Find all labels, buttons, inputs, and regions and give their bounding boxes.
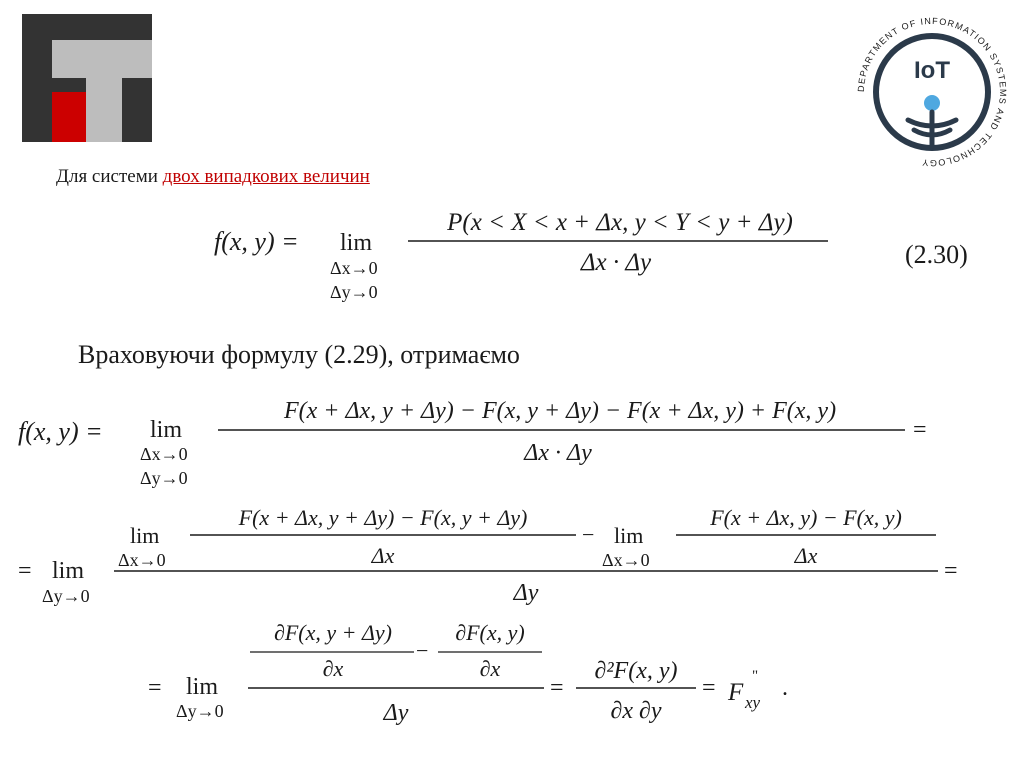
eq4-minus: − <box>416 638 429 663</box>
eq4-period: . <box>782 675 788 701</box>
eq4-result-sub: xy <box>745 693 761 712</box>
eq1-dx-to-0: Δx→0 <box>330 258 378 278</box>
eq3-minus: − <box>582 522 595 547</box>
eq2-dy-to-0: Δy→0 <box>140 468 188 488</box>
eq4-equals-1: = <box>550 675 564 701</box>
eq4-equals-2: = <box>702 675 716 701</box>
eq3-outer-dy-to-0: Δy→0 <box>42 586 90 606</box>
equation-number: (2.30) <box>905 240 968 269</box>
eq2-dx-to-0: Δx→0 <box>140 444 188 464</box>
eq1-lhs: f(x, y) = <box>214 227 299 256</box>
eq3-lim-a: lim <box>130 523 160 548</box>
eq4-lim: lim <box>186 674 219 700</box>
eq1-denominator: Δx · Δy <box>580 249 652 276</box>
eq4-leading-equals: = <box>148 675 162 701</box>
intro-link[interactable]: двох випадкових величин <box>162 166 370 187</box>
eq4-result-F: F <box>728 679 744 706</box>
eq3-outer-lim: lim <box>52 558 85 584</box>
eq2-denominator: Δx · Δy <box>524 440 592 466</box>
iot-ring-text: DEPARTMENT OF INFORMATION SYSTEMS AND TECHNOLOGY <box>855 15 1009 169</box>
eq4-partial-b: ∂F(x, y) <box>455 620 525 645</box>
eq1-numerator: P(x < X < x + Δx, y < Y < y + Δy) <box>447 209 793 236</box>
iot-text: IoT <box>914 57 950 84</box>
eq3-denominator-b: Δx <box>794 543 818 568</box>
eq3-lim-b: lim <box>614 523 644 548</box>
intro-prefix: Для системи <box>56 166 163 187</box>
eq2-lim: lim <box>150 417 183 443</box>
eq3-leading-equals: = <box>18 558 32 584</box>
eq4-result-sup: " <box>752 668 759 684</box>
eq3-trailing-equals: = <box>944 558 958 584</box>
equation-2-30 <box>214 209 828 302</box>
eq4-partial-x-a: ∂x <box>322 656 344 681</box>
eq4-dxdy: ∂x ∂y <box>610 698 662 724</box>
eq1-dy-to-0: Δy→0 <box>330 282 378 302</box>
eq3-denominator-a: Δx <box>371 543 395 568</box>
eq3-dx-to-0-b: Δx→0 <box>602 550 650 570</box>
eq2-equals: = <box>913 417 927 443</box>
eq3-numerator-a: F(x + Δx, y + Δy) − F(x, y + Δy) <box>238 505 528 530</box>
eq3-dx-to-0-a: Δx→0 <box>118 550 166 570</box>
eq1-lim: lim <box>340 230 373 256</box>
eq4-partial-a: ∂F(x, y + Δy) <box>273 620 393 645</box>
eq2-lhs: f(x, y) = <box>18 417 103 446</box>
equation-expansion <box>18 398 927 488</box>
eq3-main-denominator: Δy <box>513 580 539 606</box>
eq4-second-partial: ∂²F(x, y) <box>594 658 678 684</box>
eq3-numerator-b: F(x + Δx, y) − F(x, y) <box>710 505 902 530</box>
eq4-partial-x-b: ∂x <box>479 656 501 681</box>
eq4-dy-to-0: Δy→0 <box>176 701 224 721</box>
eq2-numerator: F(x + Δx, y + Δy) − F(x, y + Δy) − F(x + Δx, y) + F(x, y) <box>283 398 837 424</box>
equation-split <box>18 505 958 606</box>
eq4-main-denominator: Δy <box>383 700 409 726</box>
derivation-intro: Враховуючи формулу (2.29), отримаємо <box>78 340 520 369</box>
equation-result <box>148 620 788 726</box>
